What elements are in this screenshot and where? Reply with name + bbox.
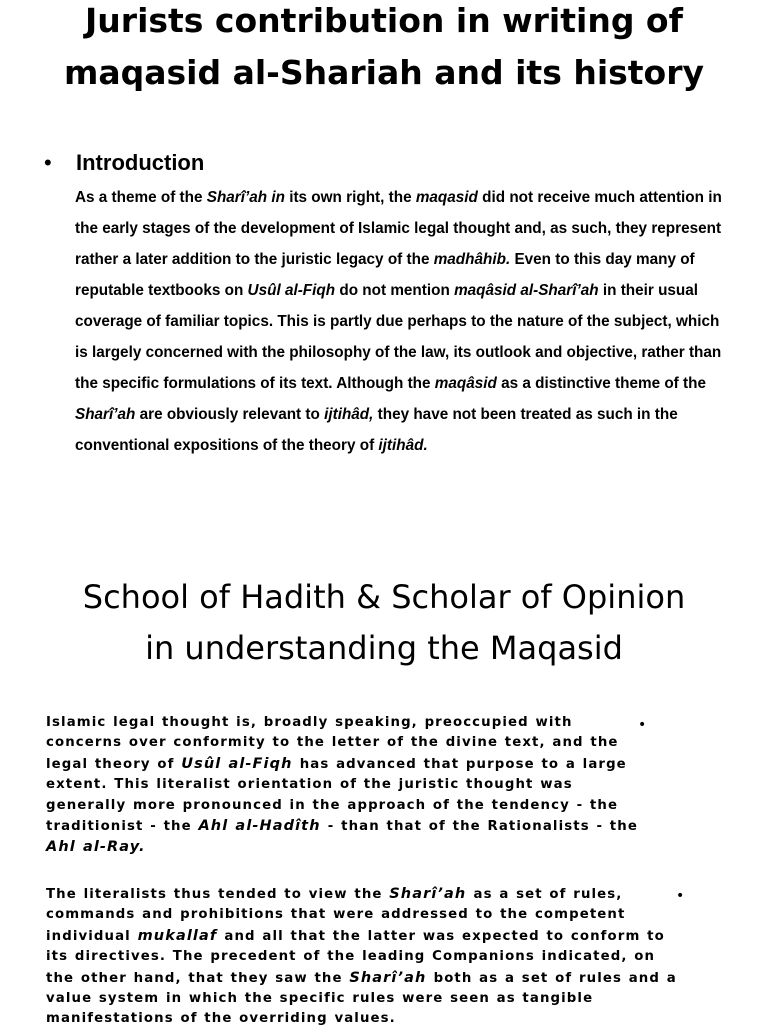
text-segment: did not receive much attention in the early stages of the development of Islamic legal thought and, as such, they represent rather a later addition to the juristic legacy of the <box>75 189 722 268</box>
text-segment: has advanced that purpose to a large extent. This literalist orientation of the juristic thought was generally more pronounced in the approach of the tendency - the traditionist - the <box>46 756 627 835</box>
text-segment: Even to this day many of reputable textbooks on <box>75 251 695 299</box>
italic-term: Ahl al-Ray. <box>46 839 146 856</box>
italic-term: Sharî’ah in <box>206 189 290 206</box>
italic-term: Usûl al-Fiqh <box>181 755 300 772</box>
italic-term: madhâhib. <box>433 251 511 268</box>
introduction-paragraph <box>75 182 735 461</box>
introduction-heading: Introduction <box>76 150 205 175</box>
text-segment: are obviously relevant to <box>139 406 325 423</box>
italic-term: maqasid <box>415 189 483 206</box>
italic-term: Sharî’ah <box>349 969 434 986</box>
text-segment: - than that of the Rationalists - the <box>327 819 638 835</box>
text-segment: Islamic legal thought is, broadly speaking, preoccupied with concerns over conformity to the letter of the divine text, and the legal theory of <box>46 715 619 772</box>
text-segment: The literalists thus tended to view the <box>46 887 390 902</box>
italic-term: Sharî’ah <box>389 886 474 902</box>
bullet-icon: • <box>638 717 647 733</box>
italic-term: maqâsid al-Sharî’ah <box>454 282 603 299</box>
bullet-icon: • <box>44 150 52 175</box>
literalists-view-paragraph <box>46 884 686 1030</box>
text-segment: in their usual coverage of familiar topics. This is partly due perhaps to the nature of the subject, which is largely concerned with the philosophy of the law, its outlook and objective, rather than the specific formulations of its text. Although the <box>75 282 722 392</box>
slide-2-title-line-1: School of Hadith & Scholar of Opinion <box>82 578 686 616</box>
text-segment: both as a set of rules and a value system in which the specific rules were seen as tangible manifestations of the overriding values. <box>46 970 677 1027</box>
italic-term: Sharî’ah <box>75 406 140 423</box>
bullet-icon: • <box>676 888 685 904</box>
italic-term: maqâsid <box>434 375 502 392</box>
italic-term: mukallaf <box>137 927 225 944</box>
italic-term: ijtihâd, <box>324 406 374 423</box>
text-segment: as a distinctive theme of the <box>501 375 706 392</box>
text-segment: they have not been treated as such in the conventional expositions of the theory of <box>75 406 678 454</box>
slide-2-title-line-2: in understanding the Maqasid <box>145 629 623 667</box>
italic-term: Usûl al-Fiqh <box>247 282 340 299</box>
text-segment: As a theme of the <box>75 189 207 206</box>
text-segment: do not mention <box>339 282 455 299</box>
slide-1-title-line-1: Jurists contribution in writing of <box>85 1 683 40</box>
italic-term: Ahl al-Hadîth <box>198 818 328 835</box>
text-segment: as a set of rules, commands and prohibitions that were addressed to the competent individual <box>46 887 626 944</box>
text-segment: and all that the latter was expected to conform to its directives. The precedent of the leading Companions indicated, on the other hand, that they saw the <box>46 928 665 986</box>
slide-2-title <box>0 572 768 674</box>
text-segment: its own right, the <box>289 189 416 206</box>
slide-1-title <box>0 0 768 99</box>
slide-1-title-line-2: maqasid al-Shariah and its history <box>63 53 705 92</box>
italic-term: ijtihâd. <box>378 437 428 454</box>
literalism-paragraph <box>46 713 646 859</box>
